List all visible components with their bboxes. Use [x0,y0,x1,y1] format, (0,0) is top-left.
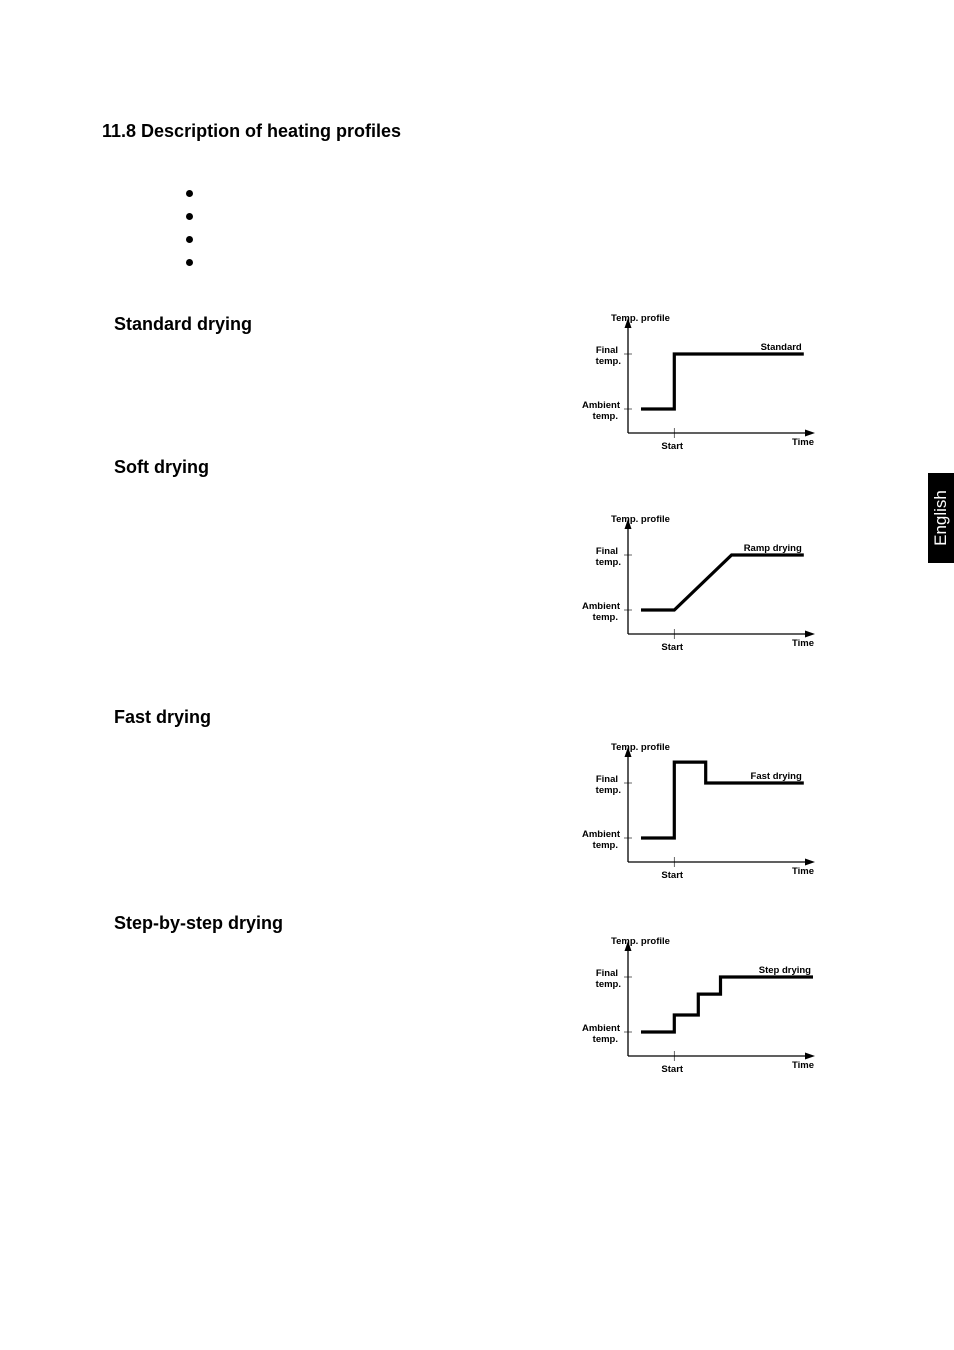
language-tab [928,473,954,563]
x-tick-label-start: Start [661,1064,684,1075]
chart-step-drying [570,931,830,1081]
y-tick-label-ambient: temp. [592,1034,618,1045]
y-tick-label-final: Final [595,968,618,979]
profile-title-soft: Soft drying [114,457,209,477]
x-axis-label: Time [791,437,815,448]
section-heading: 11.8 Description of heating profiles [102,121,402,141]
y-tick-label-final: temp. [595,356,621,367]
series-line [641,354,804,409]
chart-standard-drying [570,308,830,458]
profile-title-standard: Standard drying [114,314,253,334]
x-axis-arrow [805,859,815,866]
y-tick-label-final: Final [595,774,618,785]
series-line [641,555,804,610]
series-label: Step drying [758,965,811,976]
series-label: Ramp drying [743,543,802,554]
y-tick-label-final: Final [595,345,618,356]
x-axis-arrow [805,631,815,638]
y-tick-label-final: temp. [595,979,621,990]
series-label: Standard [760,342,802,353]
y-tick-label-final: temp. [595,557,621,568]
y-tick-label-ambient: Ambient [582,400,620,411]
y-tick-label-ambient: temp. [592,840,618,851]
x-tick-label-start: Start [661,441,684,452]
chart-title: Temp. profile [611,936,670,947]
x-axis-arrow [805,1053,815,1060]
y-tick-label-ambient: temp. [592,612,618,623]
y-tick-label-final: temp. [595,785,621,796]
chart-title: Temp. profile [611,742,670,753]
series-line [641,977,813,1032]
chart-title: Temp. profile [611,514,670,525]
x-axis-label: Time [791,638,815,649]
y-tick-label-final: Final [595,546,618,557]
language-tab-label: English [931,490,951,546]
x-tick-label-start: Start [661,870,684,881]
y-tick-label-ambient: Ambient [582,601,620,612]
y-tick-label-ambient: Ambient [582,1023,620,1034]
chart-soft-drying [570,509,830,659]
x-tick-label-start: Start [661,642,684,653]
x-axis-arrow [805,430,815,437]
profile-title-step: Step-by-step drying [114,913,284,933]
chart-title: Temp. profile [611,313,670,324]
chart-fast-drying [570,737,830,887]
y-tick-label-ambient: temp. [592,411,618,422]
x-axis-label: Time [791,1060,815,1071]
series-label: Fast drying [750,771,802,782]
profile-title-fast: Fast drying [114,707,212,727]
x-axis-label: Time [791,866,815,877]
y-tick-label-ambient: Ambient [582,829,620,840]
